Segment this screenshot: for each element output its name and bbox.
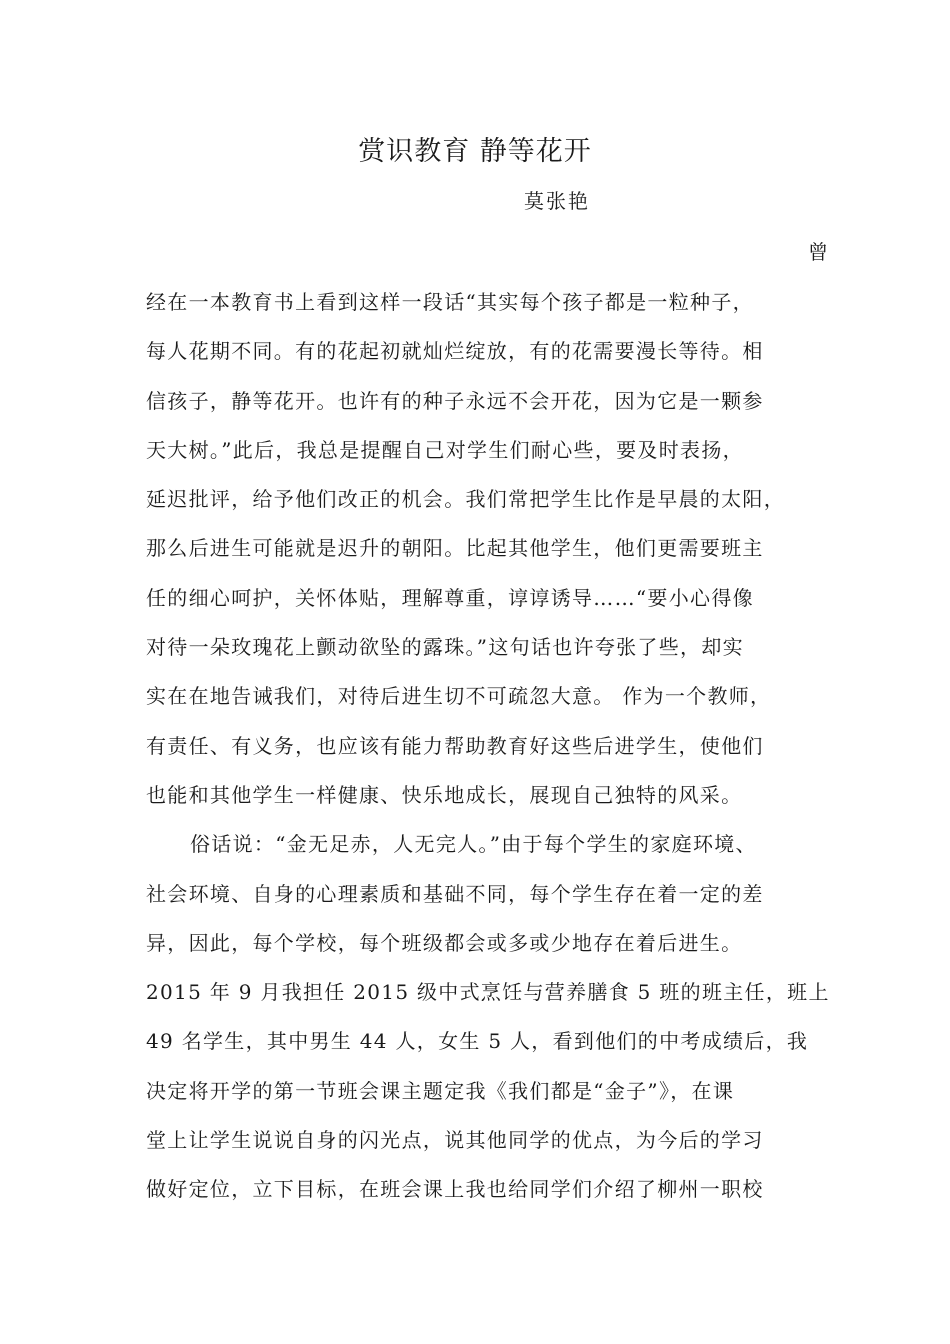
text-line: 任的细心呵护，关怀体贴，理解尊重，谆谆诱导……“要小心得像 [146, 585, 754, 610]
text-line: 有责任、有义务，也应该有能力帮助教育好这些后进学生，使他们 [146, 733, 764, 758]
text-line: 天大树。”此后，我总是提醒自己对学生们耐心些，要及时表扬， [146, 437, 744, 462]
page-title: 赏识教育 静等花开 [358, 136, 592, 167]
text-line: 异，因此，每个学校，每个班级都会或多或少地存在着后进生。 [146, 930, 743, 955]
text-line: 决定将开学的第一节班会课主题定我《我们都是“金子”》，在课 [146, 1078, 735, 1103]
text-line: 那么后进生可能就是迟升的朝阳。比起其他学生，他们更需要班主 [146, 536, 764, 561]
paragraph-first-char: 曾 [808, 240, 828, 264]
text-line: 49 名学生，其中男生 44 人，女生 5 人，看到他们的中考成绩后，我 [146, 1029, 809, 1054]
text-line: 经在一本教育书上看到这样一段话“其实每个孩子都是一粒种子， [146, 290, 754, 314]
text-line: 做好定位，立下目标，在班会课上我也给同学们介绍了柳州一职校 [146, 1177, 764, 1202]
text-line: 每人花期不同。有的花起初就灿烂绽放，有的花需要漫长等待。相 [146, 339, 764, 364]
text-line: 信孩子，静等花开。也许有的种子永远不会开花，因为它是一颗参 [146, 388, 764, 413]
author-name: 莫张艳 [524, 189, 590, 213]
text-line: 延迟批评，给予他们改正的机会。我们常把学生比作是早晨的太阳， [146, 487, 785, 512]
text-line: 2015 年 9 月我担任 2015 级中式烹饪与营养膳食 5 班的班主任，班上 [146, 980, 830, 1005]
text-line: 实在在地告诫我们，对待后进生切不可疏忽大意。 作为一个教师， [146, 684, 772, 709]
text-line: 也能和其他学生一样健康、快乐地成长，展现自己独特的风采。 [146, 782, 743, 807]
body-text [146, 287, 830, 1224]
text-line: 堂上让学生说说自身的闪光点，说其他同学的优点，为今后的学习 [146, 1128, 764, 1153]
text-line: 俗话说：“金无足赤，人无完人。”由于每个学生的家庭环境、 [190, 832, 757, 857]
text-line: 社会环境、自身的心理素质和基础不同，每个学生存在着一定的差 [146, 881, 764, 906]
text-line: 对待一朵玫瑰花上颤动欲坠的露珠。”这句话也许夸张了些，却实 [146, 635, 744, 660]
